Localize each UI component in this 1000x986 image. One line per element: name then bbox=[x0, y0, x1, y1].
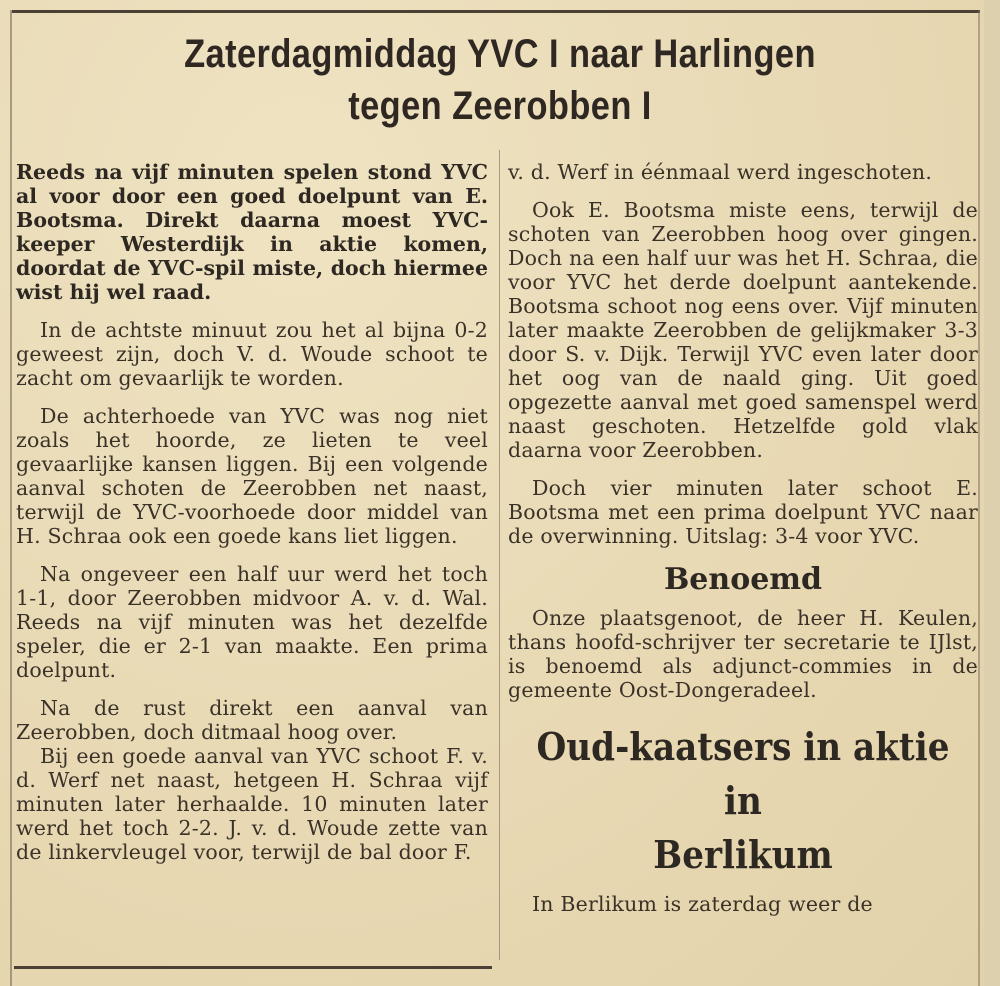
right-column bbox=[508, 160, 978, 916]
article-paragraph-4: Na de rust direkt een aanval van Zeerobben, doch ditmaal hoog over. bbox=[16, 696, 488, 744]
kaatsers-text: In Berlikum is zaterdag weer de bbox=[532, 892, 873, 916]
headline-line-1: Zaterdagmiddag YVC I naar Harlingen bbox=[184, 32, 816, 76]
benoemd-text: Onze plaatsgenoot, de heer H. Keulen, thans hoofd-schrijver ter secretarie te IJlst, is benoemd als adjunct-commies in de gemeente Oost-Dongeradeel. bbox=[508, 606, 978, 702]
top-rule bbox=[12, 10, 980, 13]
article-paragraph-3: Na ongeveer een half uur werd het toch 1-1, door Zeerobben midvoor A. v. d. Wal. Reeds na vijf minuten was het dezelfde speler, die er 2-1 van maakte. Een prima doelpunt. bbox=[16, 562, 488, 682]
article-headline bbox=[173, 28, 827, 132]
left-column bbox=[16, 160, 488, 864]
column-divider bbox=[499, 150, 500, 960]
headline-line-2: tegen Zeerobben I bbox=[348, 84, 652, 128]
bottom-rule bbox=[14, 966, 492, 969]
article-paragraph-5: Bij een goede aanval van YVC schoot F. v. d. Werf net naast, hetgeen H. Schraa vijf minuten later herhaalde. 10 minuten later werd het toch 2-2. J. v. d. Woude zette van de linkervleugel voor, terwijl de bal door F. bbox=[16, 744, 488, 864]
adjacent-column-edge bbox=[984, 0, 1000, 986]
kaatsers-heading-line-2: Berlikum bbox=[653, 832, 833, 877]
left-border bbox=[10, 10, 12, 986]
right-border bbox=[978, 10, 980, 986]
article-paragraph-8: Doch vier minuten later schoot E. Bootsma met een prima doelpunt YVC naar de overwinning. Uitslag: 3-4 voor YVC. bbox=[508, 476, 978, 548]
benoemd-heading: Benoemd bbox=[663, 562, 823, 597]
article-paragraph-1: In de achtste minuut zou het al bijna 0-2 geweest zijn, doch V. d. Woude schoot te zacht om gevaarlijk te worden. bbox=[16, 318, 488, 390]
kaatsers-heading-line-1: Oud-kaatsers in aktie in bbox=[536, 724, 950, 823]
article-paragraph-6: v. d. Werf in éénmaal werd ingeschoten. bbox=[508, 160, 933, 184]
article-lead: Reeds na vijf minuten spelen stond YVC al voor door een goed doelpunt van E. Bootsma. Direkt daarna moest YVC-keeper Westerdijk in aktie komen, doordat de YVC-spil miste, doch hiermee wist hij wel raad. bbox=[16, 160, 488, 304]
article-paragraph-2: De achterhoede van YVC was nog niet zoals het hoorde, ze lieten te veel gevaarlijke kansen liggen. Bij een volgende aanval schoten de Zeerobben net naast, terwijl de YVC-voorhoede door middel van H. Schraa ook een goede kans liet liggen. bbox=[16, 404, 488, 548]
article-paragraph-7: Ook E. Bootsma miste eens, terwijl de schoten van Zeerobben hoog over gingen. Doch na een half uur was het H. Schraa, die voor YVC het derde doelpunt aantekende. Bootsma schoot nog eens over. Vijf minuten later maakte Zeerobben de gelijkmaker 3-3 door S. v. Dijk. Terwijl YVC even later door het oog van de naald ging. Uit goed opgezette aanval met goed samenspel werd naast geschoten. Hetzelfde gold vlak daarna voor Zeerobben. bbox=[508, 198, 978, 462]
